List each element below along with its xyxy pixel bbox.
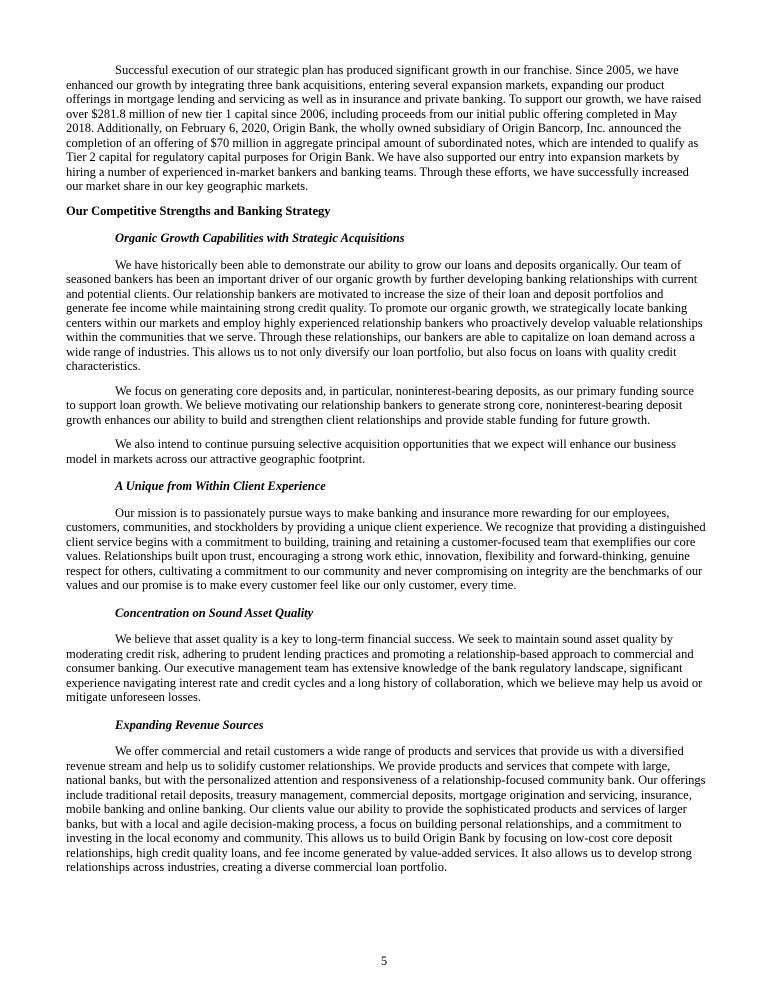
paragraph-organic-growth-1: We have historically been able to demonstrate our ability to grow our loans and deposits organically. Our team of seasoned bankers has been an important driver of our organic growth by further developing banking relationships with current and potential clients. Our relationship bankers are motivated to increase the size of their loan and deposit portfolios and generate fee income while maintaining strong credit quality. To promote our organic growth, we strategically locate banking centers within our markets and employ highly experienced relationship bankers who proactively develop valuable relationships within the communities that we serve. Through these relationships, our bankers are able to capitalize on loan demand across a wide range of industries. This allows us to not only diversify our loan portfolio, but also focus on loans with quality credit characteristics. (66, 257, 703, 373)
paragraph-selective-acquisitions: We also intend to continue pursuing selective acquisition opportunities that we expect will enhance our business model in markets across our attractive geographic footprint. (66, 437, 677, 466)
subsection-heading-asset-quality: Concentration on Sound Asset Quality (115, 605, 314, 620)
page-number: 5 (380, 954, 388, 968)
paragraph-core-deposits: We focus on generating core deposits and, in particular, noninterest-bearing deposits, as our primary funding source to support loan growth. We believe motivating our relationship bankers to generate strong core, noninterest-bearing deposit growth enhances our ability to build and strengthen client relationships and provide stable funding for future growth. (66, 383, 694, 427)
paragraph-revenue-sources: We offer commercial and retail customers a wide range of products and services that provide us with a diversified revenue stream and help us to solidify customer relationships. We provide products and services that compete with large, national banks, but with the personalized attention and responsiveness of a relationship-focused community bank. Our offerings include traditional retail deposits, treasury management, commercial deposits, mortgage origination and servicing, insurance, mobile banking and online banking. Our clients value our ability to provide the sophisticated products and services of larger banks, but with a local and agile decision-making process, a focus on building personal relationships, and a commitment to investing in the local economy and community. This allows us to build Origin Bank by focusing on low-cost core deposit relationships, high credit quality loans, and fee income generated by value-added services. It also allows us to develop strong relationships across industries, creating a diverse commercial loan portfolio. (66, 744, 706, 874)
subsection-heading-organic-growth: Organic Growth Capabilities with Strategic Acquisitions (115, 231, 405, 245)
document-body (66, 63, 706, 885)
paragraph-mission: Our mission is to passionately pursue ways to make banking and insurance more rewarding for our employees, customers, communities, and stockholders by providing a unique client experience. We recognize that providing a distinguished client service begins with a commitment to building, training and retaining a customer-focused team that exemplifies our core values. Relationships built upon trust, encouraging a strong work ethic, innovation, flexibility and forward-thinking, genuine respect for others, cultivating a commitment to our community and never compromising on integrity are the benchmarks of our values and our promise is to make every customer feel like our only customer, every time. (66, 505, 706, 592)
paragraph-strategic-plan: Successful execution of our strategic plan has produced significant growth in our franchise. Since 2005, we have enhanced our growth by integrating three bank acquisitions, entering several expansion markets, expanding our product offerings in mortgage lending and servicing as well as in insurance and private banking. To support our growth, we have raised over $281.8 million of new tier 1 capital since 2006, including proceeds from our initial public offering completed in May 2018. Additionally, on February 6, 2020, Origin Bank, the wholly owned subsidiary of Origin Bancorp, Inc. announced the completion of an offering of $70 million in aggregate principal amount of subordinated notes, which are intended to qualify as Tier 2 capital for regulatory capital purposes for Origin Bank. We have also supported our entry into expansion markets by hiring a number of experienced in-market bankers and banking teams. Through these efforts, we have successfully increased our market share in our key geographic markets. (66, 63, 702, 193)
subsection-heading-client-experience: A Unique from Within Client Experience (115, 479, 326, 493)
subsection-heading-revenue-sources: Expanding Revenue Sources (115, 717, 264, 732)
section-heading-competitive-strengths: Our Competitive Strengths and Banking Strategy (66, 203, 331, 218)
paragraph-asset-quality: We believe that asset quality is a key to long-term financial success. We seek to maintain sound asset quality by moderating credit risk, adhering to prudent lending practices and promoting a relationship-based approach to commercial and consumer banking. Our executive management team has extensive knowledge of the bank regulatory landscape, significant experience navigating interest rate and credit cycles and a long history of collaboration, which we believe may help us avoid or mitigate unforeseen losses. (66, 632, 703, 704)
